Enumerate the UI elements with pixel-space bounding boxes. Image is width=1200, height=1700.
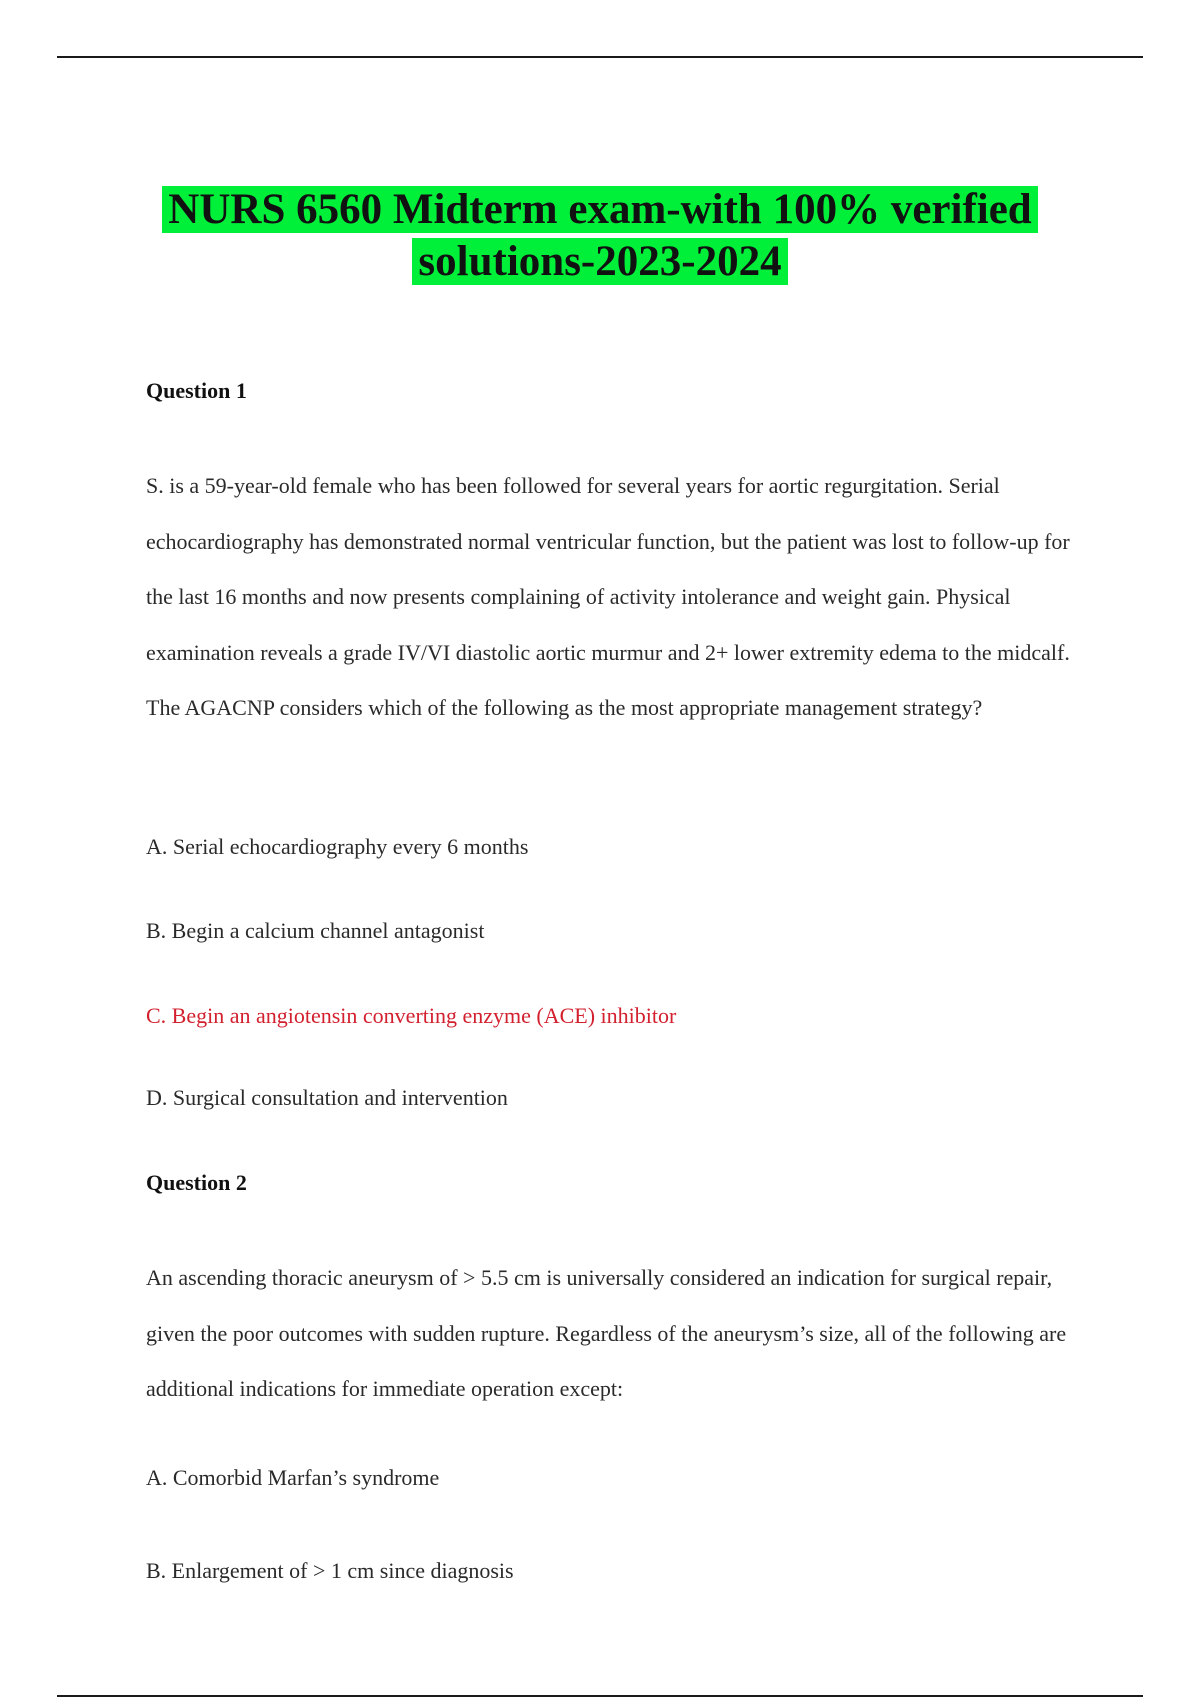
footer-rule [57, 1695, 1143, 1697]
question-1-option-b: B. Begin a calcium channel antagonist [146, 918, 485, 943]
document-title [60, 184, 1140, 288]
question-1-option-d: D. Surgical consultation and intervention [146, 1085, 508, 1110]
question-2-option-b: B. Enlargement of > 1 cm since diagnosis [146, 1558, 514, 1583]
question-1-option-a: A. Serial echocardiography every 6 months [146, 834, 529, 859]
header-rule [57, 56, 1143, 58]
question-2-heading: Question 2 [146, 1170, 247, 1195]
question-1-option-c-correct: C. Begin an angiotensin converting enzyme (ACE) inhibitor [146, 1003, 677, 1028]
question-2-stem: An ascending thoracic aneurysm of > 5.5 cm is universally considered an indication for surgical repair, given the poor outcomes with sudden rupture. Regardless of the aneurysm’s size, all of the following are additional indications for immediate operation except: [146, 1265, 1067, 1401]
question-2-option-a: A. Comorbid Marfan’s syndrome [146, 1465, 440, 1490]
title-line-2: solutions-2023-2024 [412, 238, 787, 285]
title-line-1: NURS 6560 Midterm exam-with 100% verified [162, 186, 1037, 233]
question-1-heading: Question 1 [146, 378, 247, 403]
question-1-stem: S. is a 59-year-old female who has been followed for several years for aortic regurgitation. Serial echocardiography has demonstrated normal ventricular function, but the patient was lost to follow-up for the last 16 months and now presents complaining of activity intolerance and weight gain. Physical examination reveals a grade IV/VI diastolic aortic murmur and 2+ lower extremity edema to the midcalf. The AGACNP considers which of the following as the most appropriate management strategy? [146, 473, 1070, 720]
